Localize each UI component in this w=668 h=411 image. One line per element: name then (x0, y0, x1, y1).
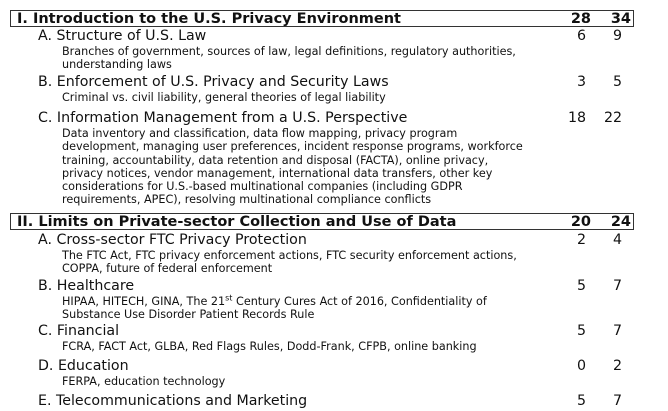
superscript: st (225, 293, 233, 303)
outline-item-2e (38, 393, 598, 410)
item-max-count: 9 (612, 28, 622, 44)
item-min-count: 2 (576, 232, 586, 248)
item-title: A. Structure of U.S. Law (38, 28, 207, 44)
desc-line: Substance Use Disorder Patient Records Rule (62, 308, 315, 322)
section-max-count: 24 (610, 214, 631, 230)
item-description (62, 127, 562, 207)
item-min-count: 5 (576, 393, 586, 409)
section-title: II. Limits on Private-sector Collection and Use of Data (17, 214, 457, 230)
desc-line: requirements, APEC), resolving multinational compliance conflicts (62, 193, 432, 207)
item-title: A. Cross-sector FTC Privacy Protection (38, 232, 307, 248)
desc-line: understanding laws (62, 58, 172, 72)
item-description (62, 295, 562, 322)
desc-line (62, 295, 562, 308)
desc-line: FERPA, education technology (62, 375, 226, 388)
desc-line: Branches of government, sources of law, legal definitions, regulatory authorities, (62, 45, 516, 58)
desc-line: Criminal vs. civil liability, general theories of legal liability (62, 91, 386, 104)
item-max-count: 5 (612, 74, 622, 90)
item-description (62, 340, 562, 353)
section-title: I. Introduction to the U.S. Privacy Environment (17, 11, 401, 27)
item-max-count: 7 (612, 393, 622, 409)
desc-line: The FTC Act, FTC privacy enforcement actions, FTC security enforcement actions, (62, 249, 517, 262)
item-title: E. Telecommunications and Marketing (38, 393, 308, 409)
section-min-count: 28 (570, 11, 591, 27)
outline-item-2a (38, 232, 598, 276)
item-max-count: 2 (612, 358, 622, 374)
item-max-count: 22 (603, 110, 622, 126)
desc-line: development, managing user preferences, incident response programs, workforce (62, 140, 523, 154)
desc-line: Data inventory and classification, data flow mapping, privacy program (62, 127, 458, 140)
section-header-1 (10, 10, 634, 27)
section-max-count: 34 (610, 11, 631, 27)
item-description (62, 375, 562, 388)
desc-line: considerations for U.S.-based multinational companies (including GDPR (62, 180, 463, 194)
section-min-count: 20 (570, 214, 591, 230)
item-title: C. Financial (38, 323, 120, 339)
outline-item-2c (38, 323, 598, 353)
desc-line: training, accountability, data retention and disposal (FACTA), online privacy, (62, 153, 489, 167)
item-min-count: 0 (576, 358, 586, 374)
section-header-2 (10, 213, 634, 230)
item-min-count: 18 (567, 110, 586, 126)
outline-item-2b (38, 278, 598, 322)
item-min-count: 5 (576, 323, 586, 339)
item-description (62, 91, 562, 104)
item-min-count: 3 (576, 74, 586, 90)
desc-text: HIPAA, HITECH, GINA, The 21 (62, 295, 226, 308)
item-description (62, 45, 562, 72)
item-title: B. Healthcare (38, 278, 135, 294)
item-min-count: 5 (576, 278, 586, 294)
desc-text: Century Cures Act of 2016, Confidentiality of (232, 295, 487, 308)
item-max-count: 7 (612, 323, 622, 339)
item-title: D. Education (38, 358, 129, 374)
outline-item-1b (38, 74, 598, 104)
item-min-count: 6 (576, 28, 586, 44)
item-max-count: 4 (612, 232, 622, 248)
outline-item-1a (38, 28, 598, 72)
item-description (62, 249, 562, 276)
desc-line: COPPA, future of federal enforcement (62, 262, 273, 276)
item-title: B. Enforcement of U.S. Privacy and Security Laws (38, 74, 389, 90)
item-max-count: 7 (612, 278, 622, 294)
outline-item-1c (38, 110, 598, 207)
outline-item-2d (38, 358, 598, 388)
desc-line: FCRA, FACT Act, GLBA, Red Flags Rules, Dodd-Frank, CFPB, online banking (62, 340, 477, 353)
desc-line: privacy notices, vendor management, international data transfers, other key (62, 166, 493, 180)
item-title: C. Information Management from a U.S. Perspective (38, 110, 408, 126)
